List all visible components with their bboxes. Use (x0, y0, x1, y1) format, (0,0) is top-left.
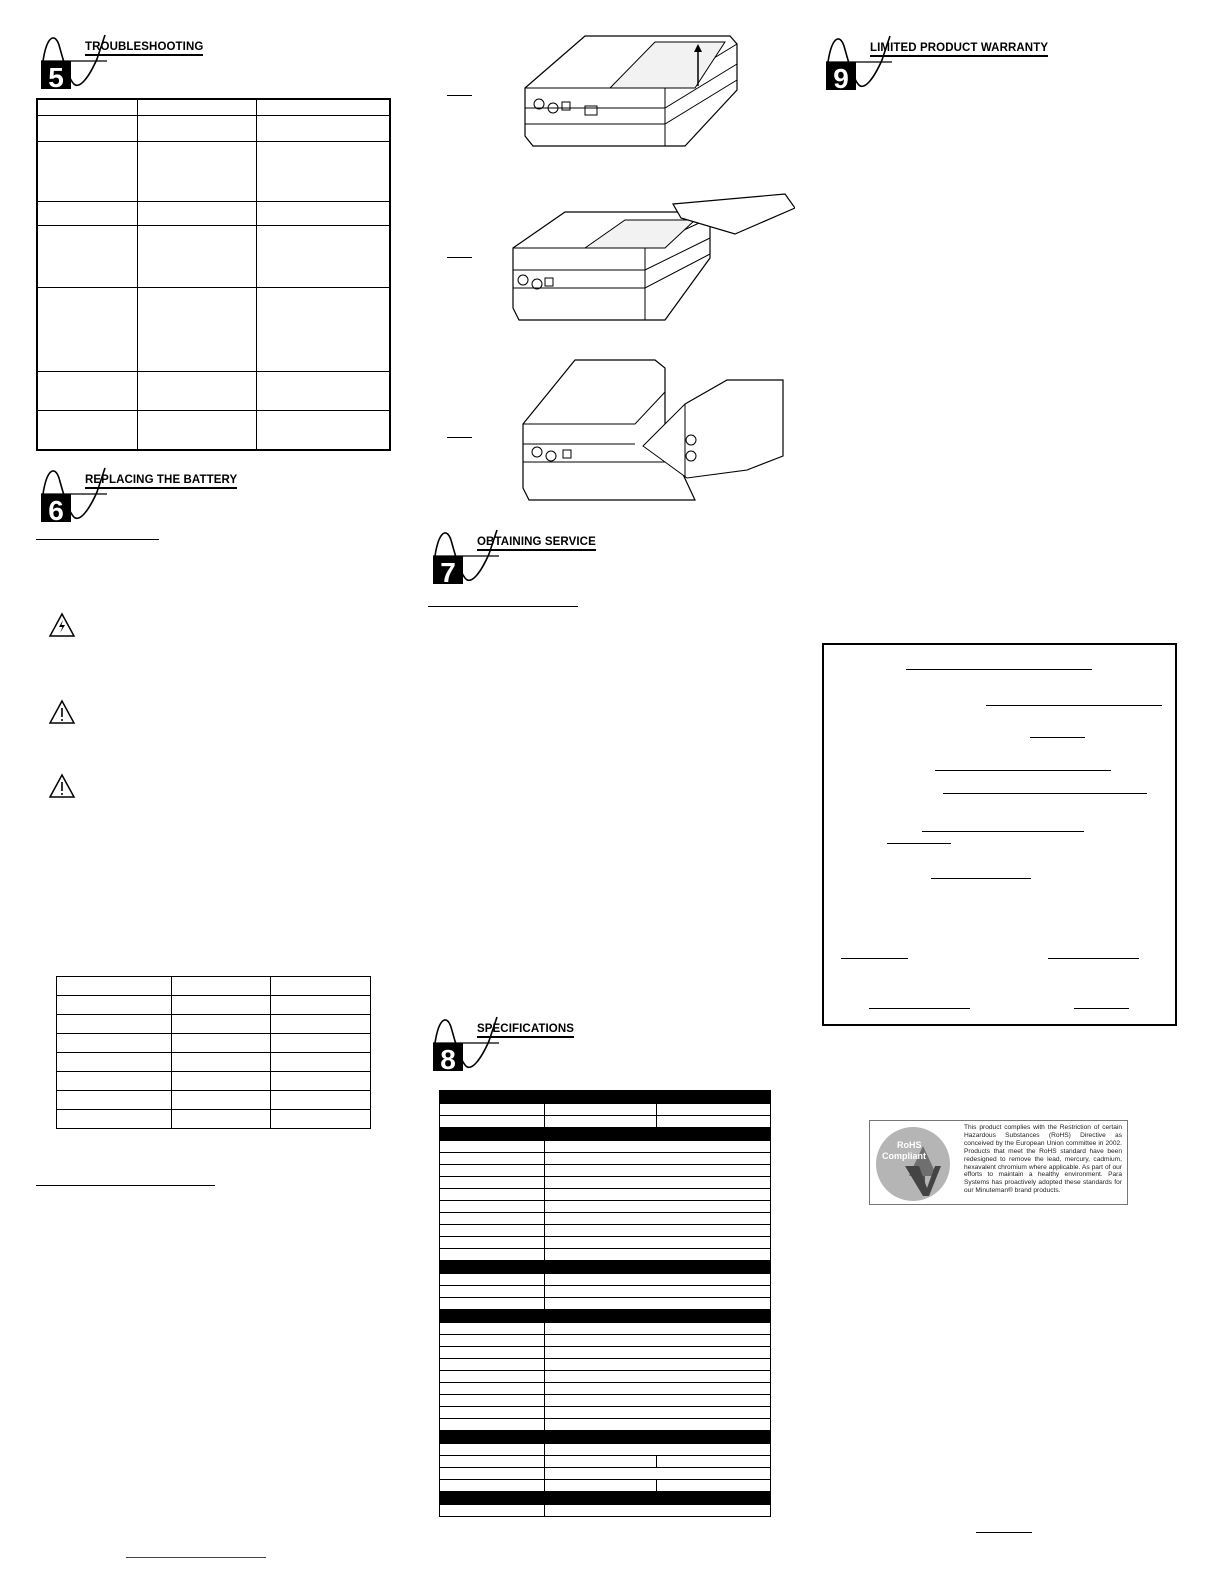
table-row (37, 225, 390, 287)
rohs-badge-line2: Compliant (882, 1151, 926, 1161)
rohs-compliance-notice (869, 1120, 1128, 1205)
spec-group-header (440, 1261, 771, 1274)
table-row (440, 1444, 771, 1456)
rohs-compliant-badge-icon (875, 1126, 951, 1202)
specifications-table (439, 1090, 771, 1517)
footer-line (976, 1532, 1032, 1533)
section-9-title: LIMITED PRODUCT WARRANTY (870, 42, 1048, 57)
ups-battery-door-illustration (515, 28, 745, 158)
section-7-title: OBTAINING SERVICE (477, 536, 596, 551)
battery-table (56, 976, 371, 1129)
table-row (440, 1225, 771, 1237)
table-row (37, 115, 390, 141)
sine-wave-logo-icon (41, 31, 107, 89)
table-row (440, 1104, 771, 1116)
table-row (440, 1468, 771, 1480)
form-field-line[interactable] (986, 705, 1162, 706)
section-7-number: 7 (440, 557, 456, 584)
rohs-badge-line1: RoHS (897, 1140, 922, 1150)
sine-wave-logo-icon (433, 1013, 499, 1071)
table-row (440, 1419, 771, 1431)
subheading-underline (36, 539, 159, 540)
troubleshooting-table (36, 98, 391, 451)
warranty-registration-box (822, 643, 1177, 1026)
table-row (57, 1015, 371, 1034)
table-row (440, 1407, 771, 1419)
table-row (440, 1116, 771, 1128)
sine-wave-logo-icon (41, 464, 107, 522)
table-row (440, 1201, 771, 1213)
step-label-line (447, 95, 472, 96)
electric-shock-warning-icon (48, 612, 76, 638)
table-row (37, 99, 390, 115)
table-row (440, 1165, 771, 1177)
form-field-line[interactable] (935, 770, 1111, 771)
table-row (440, 1395, 771, 1407)
subheading-underline (428, 606, 578, 607)
table-row (57, 996, 371, 1015)
subheading-underline (36, 1185, 215, 1186)
section-5-number: 5 (48, 62, 64, 89)
form-field-line[interactable] (943, 793, 1147, 794)
form-field-line[interactable] (841, 958, 908, 959)
table-row (440, 1189, 771, 1201)
form-field-line[interactable] (931, 878, 1031, 879)
table-row (37, 201, 390, 225)
table-row (440, 1177, 771, 1189)
table-row (57, 1110, 371, 1129)
spec-group-header (440, 1431, 771, 1444)
table-row (57, 1034, 371, 1053)
form-field-line[interactable] (922, 831, 1084, 832)
table-row (440, 1505, 771, 1517)
table-row (440, 1456, 771, 1468)
table-row (440, 1141, 771, 1153)
section-5-title: TROUBLESHOOTING (85, 41, 203, 56)
section-9-number: 9 (833, 63, 849, 90)
ups-battery-pull-illustration (515, 352, 790, 512)
step-label-line (447, 257, 472, 258)
table-row (37, 287, 390, 371)
table-row (57, 1091, 371, 1110)
table-row (440, 1213, 771, 1225)
table-row (37, 141, 390, 201)
caution-warning-icon (48, 773, 76, 799)
table-row (440, 1237, 771, 1249)
table-row (440, 1274, 771, 1286)
section-6-number: 6 (48, 495, 64, 522)
spec-group-header (440, 1492, 771, 1505)
table-row (57, 1053, 371, 1072)
spec-group-header (440, 1091, 771, 1104)
table-row (440, 1371, 771, 1383)
step-label-line (447, 437, 472, 438)
ups-door-removed-illustration (505, 188, 795, 328)
table-row (440, 1286, 771, 1298)
table-row (440, 1249, 771, 1261)
table-row (440, 1359, 771, 1371)
table-row (37, 410, 390, 450)
web-link-underline[interactable] (126, 1557, 266, 1558)
form-field-line[interactable] (1048, 958, 1139, 959)
sine-wave-logo-icon (433, 526, 499, 584)
table-row (440, 1323, 771, 1335)
table-row (440, 1153, 771, 1165)
table-row (440, 1298, 771, 1310)
table-row (440, 1480, 771, 1492)
sine-wave-logo-icon (826, 32, 892, 90)
section-6-title: REPLACING THE BATTERY (85, 474, 237, 489)
form-field-line[interactable] (1074, 1008, 1129, 1009)
form-field-line[interactable] (1030, 737, 1085, 738)
form-field-line[interactable] (887, 843, 951, 844)
table-row (440, 1347, 771, 1359)
spec-group-header (440, 1128, 771, 1141)
rohs-notice-text: This product complies with the Restriction of certain Hazardous Substances (RoHS) Directive as conceived by the European Union committee in 2002. Products that meet the RoHS standard have been redesigned to remove the lead, mercury, cadmium, hexavalent chromium where applicable. As part of our efforts to maintain a healthy environment. Para Systems has proactively adopted these standards for our Minuteman® brand products. (964, 1124, 1122, 1195)
form-field-line[interactable] (869, 1008, 970, 1009)
spec-group-header (440, 1310, 771, 1323)
section-8-title: SPECIFICATIONS (477, 1023, 574, 1038)
table-row (440, 1335, 771, 1347)
form-field-line[interactable] (906, 669, 1092, 670)
caution-warning-icon (48, 699, 76, 725)
table-row (440, 1383, 771, 1395)
table-row (37, 371, 390, 410)
table-row (57, 1072, 371, 1091)
section-8-number: 8 (440, 1044, 456, 1071)
table-row (57, 977, 371, 996)
